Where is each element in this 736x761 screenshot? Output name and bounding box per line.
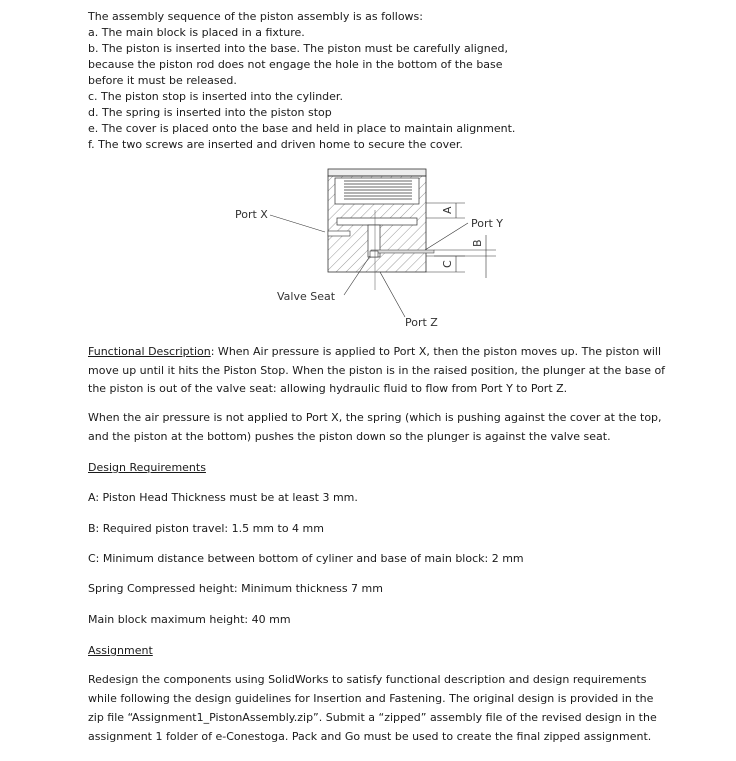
piston-assembly-diagram	[220, 160, 520, 335]
dimension-c-label: C	[441, 260, 454, 268]
step-line: before it must be released.	[88, 74, 237, 87]
functional-text: : When Air pressure is applied to Port X, then the piston moves up. The piston will	[210, 345, 661, 358]
functional-heading: Functional Description	[88, 345, 211, 358]
port-x-label: Port X	[235, 208, 268, 221]
dimension-b-label: B	[471, 239, 484, 247]
functional-line	[88, 345, 661, 358]
dimension-a-label: A	[441, 206, 454, 214]
functional-line: and the piston at the bottom) pushes the piston down so the plunger is against the valve seat.	[88, 430, 611, 443]
assignment-heading: Assignment	[88, 644, 153, 657]
step-line: c. The piston stop is inserted into the cylinder.	[88, 90, 343, 103]
requirement-item: Spring Compressed height: Minimum thickness 7 mm	[88, 582, 383, 595]
main-block-section	[328, 169, 434, 290]
step-line: f. The two screws are inserted and driven home to secure the cover.	[88, 138, 463, 151]
step-line: a. The main block is placed in a fixture.	[88, 26, 305, 39]
step-line: because the piston rod does not engage the hole in the bottom of the base	[88, 58, 503, 71]
port-y-label: Port Y	[471, 217, 504, 230]
assembly-intro: The assembly sequence of the piston assembly is as follows:	[88, 10, 423, 23]
functional-line: move up until it hits the Piston Stop. When the piston is in the raised position, the plunger at the base of	[88, 364, 666, 377]
requirements-heading: Design Requirements	[88, 461, 206, 474]
functional-line: the piston is out of the valve seat: allowing hydraulic fluid to flow from Port Y to Port Z.	[88, 382, 568, 395]
requirement-item: B: Required piston travel: 1.5 mm to 4 mm	[88, 522, 324, 535]
step-line: e. The cover is placed onto the base and held in place to maintain alignment.	[88, 122, 516, 135]
assignment-line: zip file “Assignment1_PistonAssembly.zip”. Submit a “zipped” assembly file of the revised design in the	[88, 711, 657, 724]
requirement-item: Main block maximum height: 40 mm	[88, 613, 291, 626]
assignment-line: assignment 1 folder of e-Conestoga. Pack and Go must be used to create the final zipped assignment.	[88, 730, 652, 743]
dimension-lines	[426, 203, 496, 278]
port-z-label: Port Z	[405, 316, 438, 329]
assignment-line: Redesign the components using SolidWorks to satisfy functional description and design requirements	[88, 673, 647, 686]
functional-line: When the air pressure is not applied to Port X, the spring (which is pushing against the cover at the top,	[88, 411, 662, 424]
requirement-item: A: Piston Head Thickness must be at least 3 mm.	[88, 491, 358, 504]
valve-seat-label: Valve Seat	[277, 290, 336, 303]
step-line: d. The spring is inserted into the piston stop	[88, 106, 332, 119]
assignment-line: while following the design guidelines for Insertion and Fastening. The original design is provided in the	[88, 692, 654, 705]
requirement-item: C: Minimum distance between bottom of cyliner and base of main block: 2 mm	[88, 552, 524, 565]
step-line: b. The piston is inserted into the base. The piston must be carefully aligned,	[88, 42, 508, 55]
